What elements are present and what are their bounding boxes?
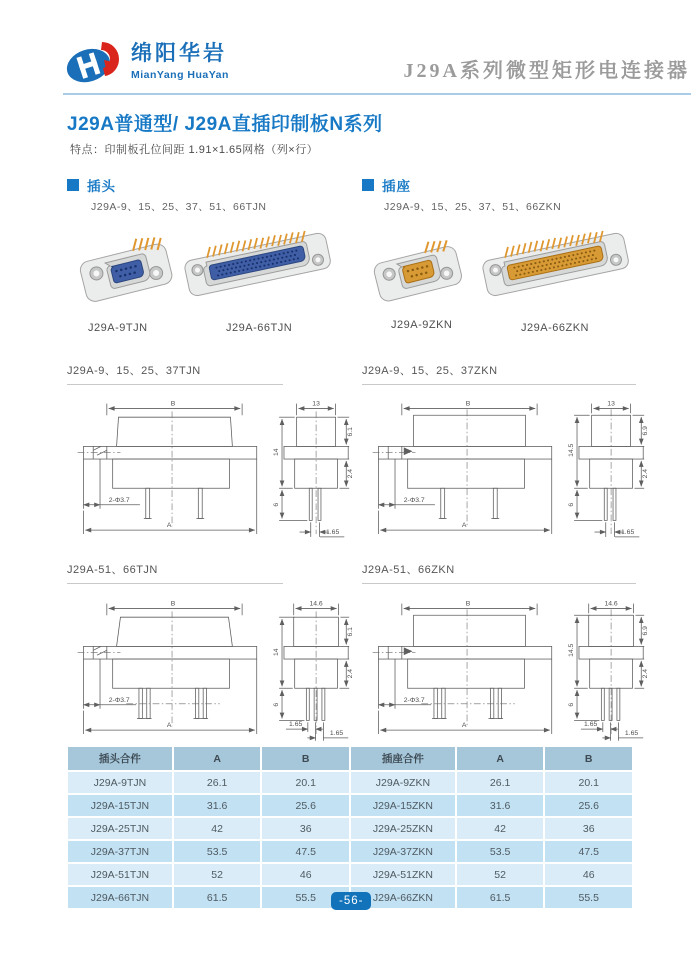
dimension-cell: 52 (457, 864, 544, 885)
dimension-cell: 53.5 (457, 841, 544, 862)
blue-square-icon (67, 179, 79, 191)
technical-drawing-zkn-large (359, 588, 651, 742)
dimension-cell: 47.5 (262, 841, 349, 862)
feature-note: 特点：印制板孔位间距 1.91×1.65网格（列×行） (70, 144, 319, 156)
front-view (83, 604, 256, 734)
product-label: J29A-9TJN (88, 322, 148, 334)
photo-j29a-66tjn (180, 214, 340, 318)
part-number-cell: J29A-51ZKN (351, 864, 455, 885)
dim-label: 14.5 (568, 643, 576, 657)
dimension-cell: 47.5 (545, 841, 632, 862)
plug-section-label: 插头 (87, 179, 116, 194)
plug-section-header (67, 175, 116, 195)
table-row (68, 818, 632, 839)
col-header-plug: 插头合件 (68, 747, 172, 770)
dim-label: 6 (568, 702, 576, 707)
dim-label: B (465, 400, 471, 408)
dimension-cell: 61.5 (174, 887, 261, 908)
dimension-cell: 61.5 (457, 887, 544, 908)
dim-label: 13 (607, 400, 615, 408)
header-divider (63, 93, 691, 95)
dim-label: 2-Φ3.7 (403, 696, 425, 704)
socket-section-header (362, 175, 411, 195)
dim-label: 14 (273, 648, 281, 657)
dim-label: 6.1 (347, 627, 355, 637)
dim-label: A (461, 722, 467, 730)
col-header-a: A (457, 747, 544, 770)
technical-drawing-tjn-large (64, 588, 356, 742)
socket-section-label: 插座 (382, 179, 411, 194)
centerlines (373, 409, 611, 534)
dimension-cell: 26.1 (174, 772, 261, 793)
dim-label: 2-Φ3.7 (108, 496, 130, 504)
photo-j29a-9tjn (74, 222, 180, 318)
col-header-a: A (174, 747, 261, 770)
drawing-section-label: J29A-9、15、25、37TJN (67, 362, 283, 385)
dimension-cell: 31.6 (174, 795, 261, 816)
dim-label: 1.65 (621, 528, 635, 536)
part-number-cell: J29A-66TJN (68, 887, 172, 908)
technical-drawing-zkn-small (359, 388, 651, 542)
table-header-row (68, 747, 632, 770)
part-number-cell: J29A-9ZKN (351, 772, 455, 793)
dimension-cell: 20.1 (545, 772, 632, 793)
side-view (574, 604, 644, 741)
document-title: J29A系列微型矩形电连接器 (403, 60, 690, 82)
dim-label: 1.65 (289, 721, 303, 729)
dim-label: A (166, 522, 172, 530)
dim-label: 2.4 (347, 668, 355, 679)
dim-label: 14.5 (568, 443, 576, 457)
part-number-cell: J29A-37ZKN (351, 841, 455, 862)
dimension-cell: 20.1 (262, 772, 349, 793)
socket-models: J29A-9、15、25、37、51、66ZKN (384, 201, 562, 213)
part-number-cell: J29A-25ZKN (351, 818, 455, 839)
dim-label: 14.6 (309, 600, 323, 608)
table-row (68, 841, 632, 862)
dim-label: 2-Φ3.7 (108, 696, 130, 704)
dim-label: 14.6 (604, 600, 618, 608)
dim-label: 1.65 (329, 729, 344, 737)
col-header-b: B (262, 747, 349, 770)
dim-label: 14 (273, 448, 281, 457)
dimension-cell: 42 (174, 818, 261, 839)
dim-label: 2.4 (642, 668, 650, 679)
front-view (378, 404, 551, 534)
dim-label: 2.4 (642, 468, 650, 479)
photo-j29a-9zkn (368, 226, 470, 318)
dimension-cell: 55.5 (545, 887, 632, 908)
logo-text-en: MianYang HuaYan (131, 69, 229, 81)
dim-label: 6.9 (642, 426, 650, 436)
logo-text-cn: 绵阳华岩 (131, 42, 227, 65)
table-row (68, 772, 632, 793)
dimension-cell: 25.6 (545, 795, 632, 816)
drawing-section-label: J29A-51、66TJN (67, 561, 283, 584)
dimension-cell: 25.6 (262, 795, 349, 816)
dim-label: 6.1 (347, 427, 355, 437)
photo-j29a-66zkn (478, 214, 638, 318)
centerlines (78, 411, 316, 534)
dim-label: A (461, 522, 467, 530)
dim-label: 6 (568, 502, 576, 507)
centerlines (78, 611, 316, 734)
page-title: J29A普通型/ J29A直插印制板N系列 (67, 114, 383, 135)
part-number-cell: J29A-37TJN (68, 841, 172, 862)
dimension-cell: 36 (262, 818, 349, 839)
side-view (279, 604, 349, 741)
col-header-socket: 插座合件 (351, 747, 455, 770)
dim-label: 1.65 (584, 721, 598, 729)
dim-label: B (170, 400, 176, 408)
dimension-cell: 55.5 (262, 887, 349, 908)
drawing-section-label: J29A-51、66ZKN (362, 561, 636, 584)
dimension-cell: 46 (545, 864, 632, 885)
part-number-cell: J29A-15TJN (68, 795, 172, 816)
dim-label: 1.65 (624, 729, 639, 737)
dim-label: 2-Φ3.7 (403, 496, 425, 504)
dimension-cell: 42 (457, 818, 544, 839)
product-label: J29A-66TJN (226, 322, 293, 334)
dimension-table (66, 745, 634, 910)
dim-label: B (170, 600, 176, 608)
technical-drawing-tjn-small (64, 388, 356, 542)
dim-label: 6 (273, 502, 281, 507)
dim-label: B (465, 600, 471, 608)
dim-label: 2.4 (347, 468, 355, 479)
side-view (574, 404, 644, 537)
dimension-cell: 31.6 (457, 795, 544, 816)
part-number-cell: J29A-66ZKN (351, 887, 455, 908)
blue-square-icon (362, 179, 374, 191)
front-view (83, 404, 256, 534)
product-label: J29A-66ZKN (521, 322, 589, 334)
centerlines (373, 609, 611, 734)
dimension-cell: 36 (545, 818, 632, 839)
dimension-cell: 53.5 (174, 841, 261, 862)
table-row (68, 795, 632, 816)
part-number-cell: J29A-51TJN (68, 864, 172, 885)
dim-label: 6 (273, 702, 281, 707)
dimension-cell: 52 (174, 864, 261, 885)
part-number-cell: J29A-15ZKN (351, 795, 455, 816)
dim-label: A (166, 722, 172, 730)
company-logo (64, 34, 229, 88)
part-number-cell: J29A-9TJN (68, 772, 172, 793)
plug-models: J29A-9、15、25、37、51、66TJN (91, 201, 267, 213)
logo-mark-icon (64, 34, 124, 88)
table-row (68, 864, 632, 885)
dim-label: 1.65 (326, 528, 340, 536)
col-header-b: B (545, 747, 632, 770)
dimension-cell: 46 (262, 864, 349, 885)
front-view (378, 604, 551, 734)
part-number-cell: J29A-25TJN (68, 818, 172, 839)
drawing-section-label: J29A-9、15、25、37ZKN (362, 362, 636, 385)
dim-label: 13 (312, 400, 320, 408)
dim-label: 6.9 (642, 626, 650, 636)
product-label: J29A-9ZKN (391, 319, 453, 331)
side-view (279, 404, 349, 537)
dimension-cell: 26.1 (457, 772, 544, 793)
page-number-badge: -56- (331, 892, 371, 910)
